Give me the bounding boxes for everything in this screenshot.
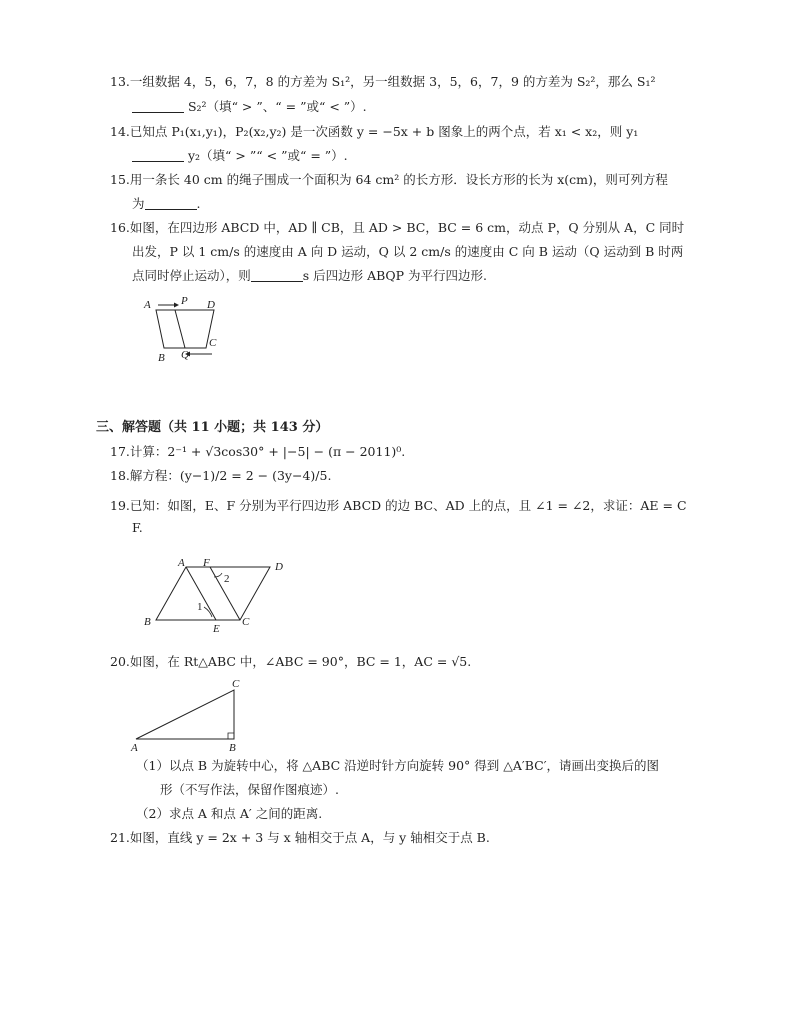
label-A: A — [131, 742, 138, 754]
label-B: B — [144, 616, 151, 628]
q21: 21.如图，直线 y = 2x + 3 与 x 轴相交于点 A，与 y 轴相交于点 B. — [110, 830, 490, 845]
question-number: 13. — [110, 74, 130, 89]
label-A: A — [178, 557, 185, 569]
question-number: 19. — [110, 498, 130, 513]
q16-trapezoid-figure — [140, 294, 230, 364]
answer-blank[interactable] — [132, 98, 184, 113]
label-C: C — [242, 616, 250, 628]
answer-blank[interactable] — [251, 267, 303, 282]
q18: 18.解方程：(y−1)/2 = 2 − (3y−4)/5. — [110, 468, 332, 483]
q20-sub2: （2）求点 A 和点 A′ 之间的距离. — [136, 806, 323, 821]
q20-right-triangle-figure — [128, 674, 248, 754]
question-number: 14. — [110, 124, 130, 139]
angle-1-label: 1 — [197, 601, 203, 613]
q20: 20.如图，在 Rt△ABC 中，∠ABC = 90°，BC = 1，AC = √5. — [110, 654, 472, 669]
answer-blank[interactable] — [132, 147, 184, 162]
question-number: 15. — [110, 172, 130, 187]
section-heading: 三、解答题（共 11 小题；共 143 分） — [96, 420, 329, 435]
q15-line2: 为 . — [132, 196, 201, 211]
q16-line2: 出发，P 以 1 cm/s 的速度由 A 向 D 运动，Q 以 2 cm/s 的速度由 C 向 B 运动（Q 运动到 B 时两 — [132, 244, 684, 259]
q13-line1: 13.一组数据 4，5，6，7，8 的方差为 S₁²，另一组数据 3，5，6，7，9 的方差为 S₂²，那么 S₁² — [110, 74, 656, 89]
q14-line2: y₂（填“ > ”“ < ”或“ = ”）. — [132, 146, 348, 164]
label-E: E — [213, 623, 220, 635]
q19-line2: F. — [132, 520, 143, 535]
q20-sub1-line1: （1）以点 B 为旋转中心，将 △ABC 沿逆时针方向旋转 90° 得到 △A′BC′，请画出变换后的图 — [136, 758, 660, 773]
label-F: F — [203, 557, 210, 569]
label-A: A — [144, 299, 151, 311]
q17: 17.计算：2⁻¹ + √3cos30° + |−5| − (π − 2011)⁰. — [110, 444, 406, 459]
label-B: B — [158, 352, 165, 364]
q14-line1: 14.已知点 P₁(x₁,y₁)，P₂(x₂,y₂) 是一次函数 y = −5x + b 图象上的两个点，若 x₁ < x₂，则 y₁ — [110, 124, 639, 139]
q19-parallelogram-figure — [140, 555, 295, 635]
q16-line1: 16.如图，在四边形 ABCD 中，AD ∥ CB，且 AD > BC，BC = 6 cm，动点 P，Q 分别从 A，C 同时 — [110, 220, 685, 235]
q19-line1: 19.已知：如图，E、F 分别为平行四边形 ABCD 的边 BC、AD 上的点，且 ∠1 = ∠2，求证：AE = C — [110, 498, 687, 513]
label-C: C — [232, 678, 240, 690]
label-D: D — [207, 299, 215, 311]
q13-line2: S₂²（填“ > ”、“ = ”或“ < ”）. — [132, 97, 367, 115]
label-D: D — [275, 561, 283, 573]
answer-blank[interactable] — [145, 195, 197, 210]
label-P: P — [181, 295, 188, 307]
question-number: 16. — [110, 220, 130, 235]
q15-line1: 15.用一条长 40 cm 的绳子围成一个面积为 64 cm² 的长方形．设长方形的长为 x(cm)，则可列方程 — [110, 172, 668, 187]
question-number: 20. — [110, 654, 130, 669]
q20-sub1-line2: 形（不写作法，保留作图痕迹）. — [160, 782, 339, 797]
question-number: 18. — [110, 468, 130, 483]
label-B: B — [229, 742, 236, 754]
label-Q: Q — [181, 349, 189, 361]
q16-line3: 点同时停止运动），则 s 后四边形 ABQP 为平行四边形. — [132, 268, 487, 283]
question-number: 21. — [110, 830, 130, 845]
label-C: C — [209, 337, 217, 349]
angle-2-label: 2 — [224, 573, 230, 585]
question-number: 17. — [110, 444, 130, 459]
